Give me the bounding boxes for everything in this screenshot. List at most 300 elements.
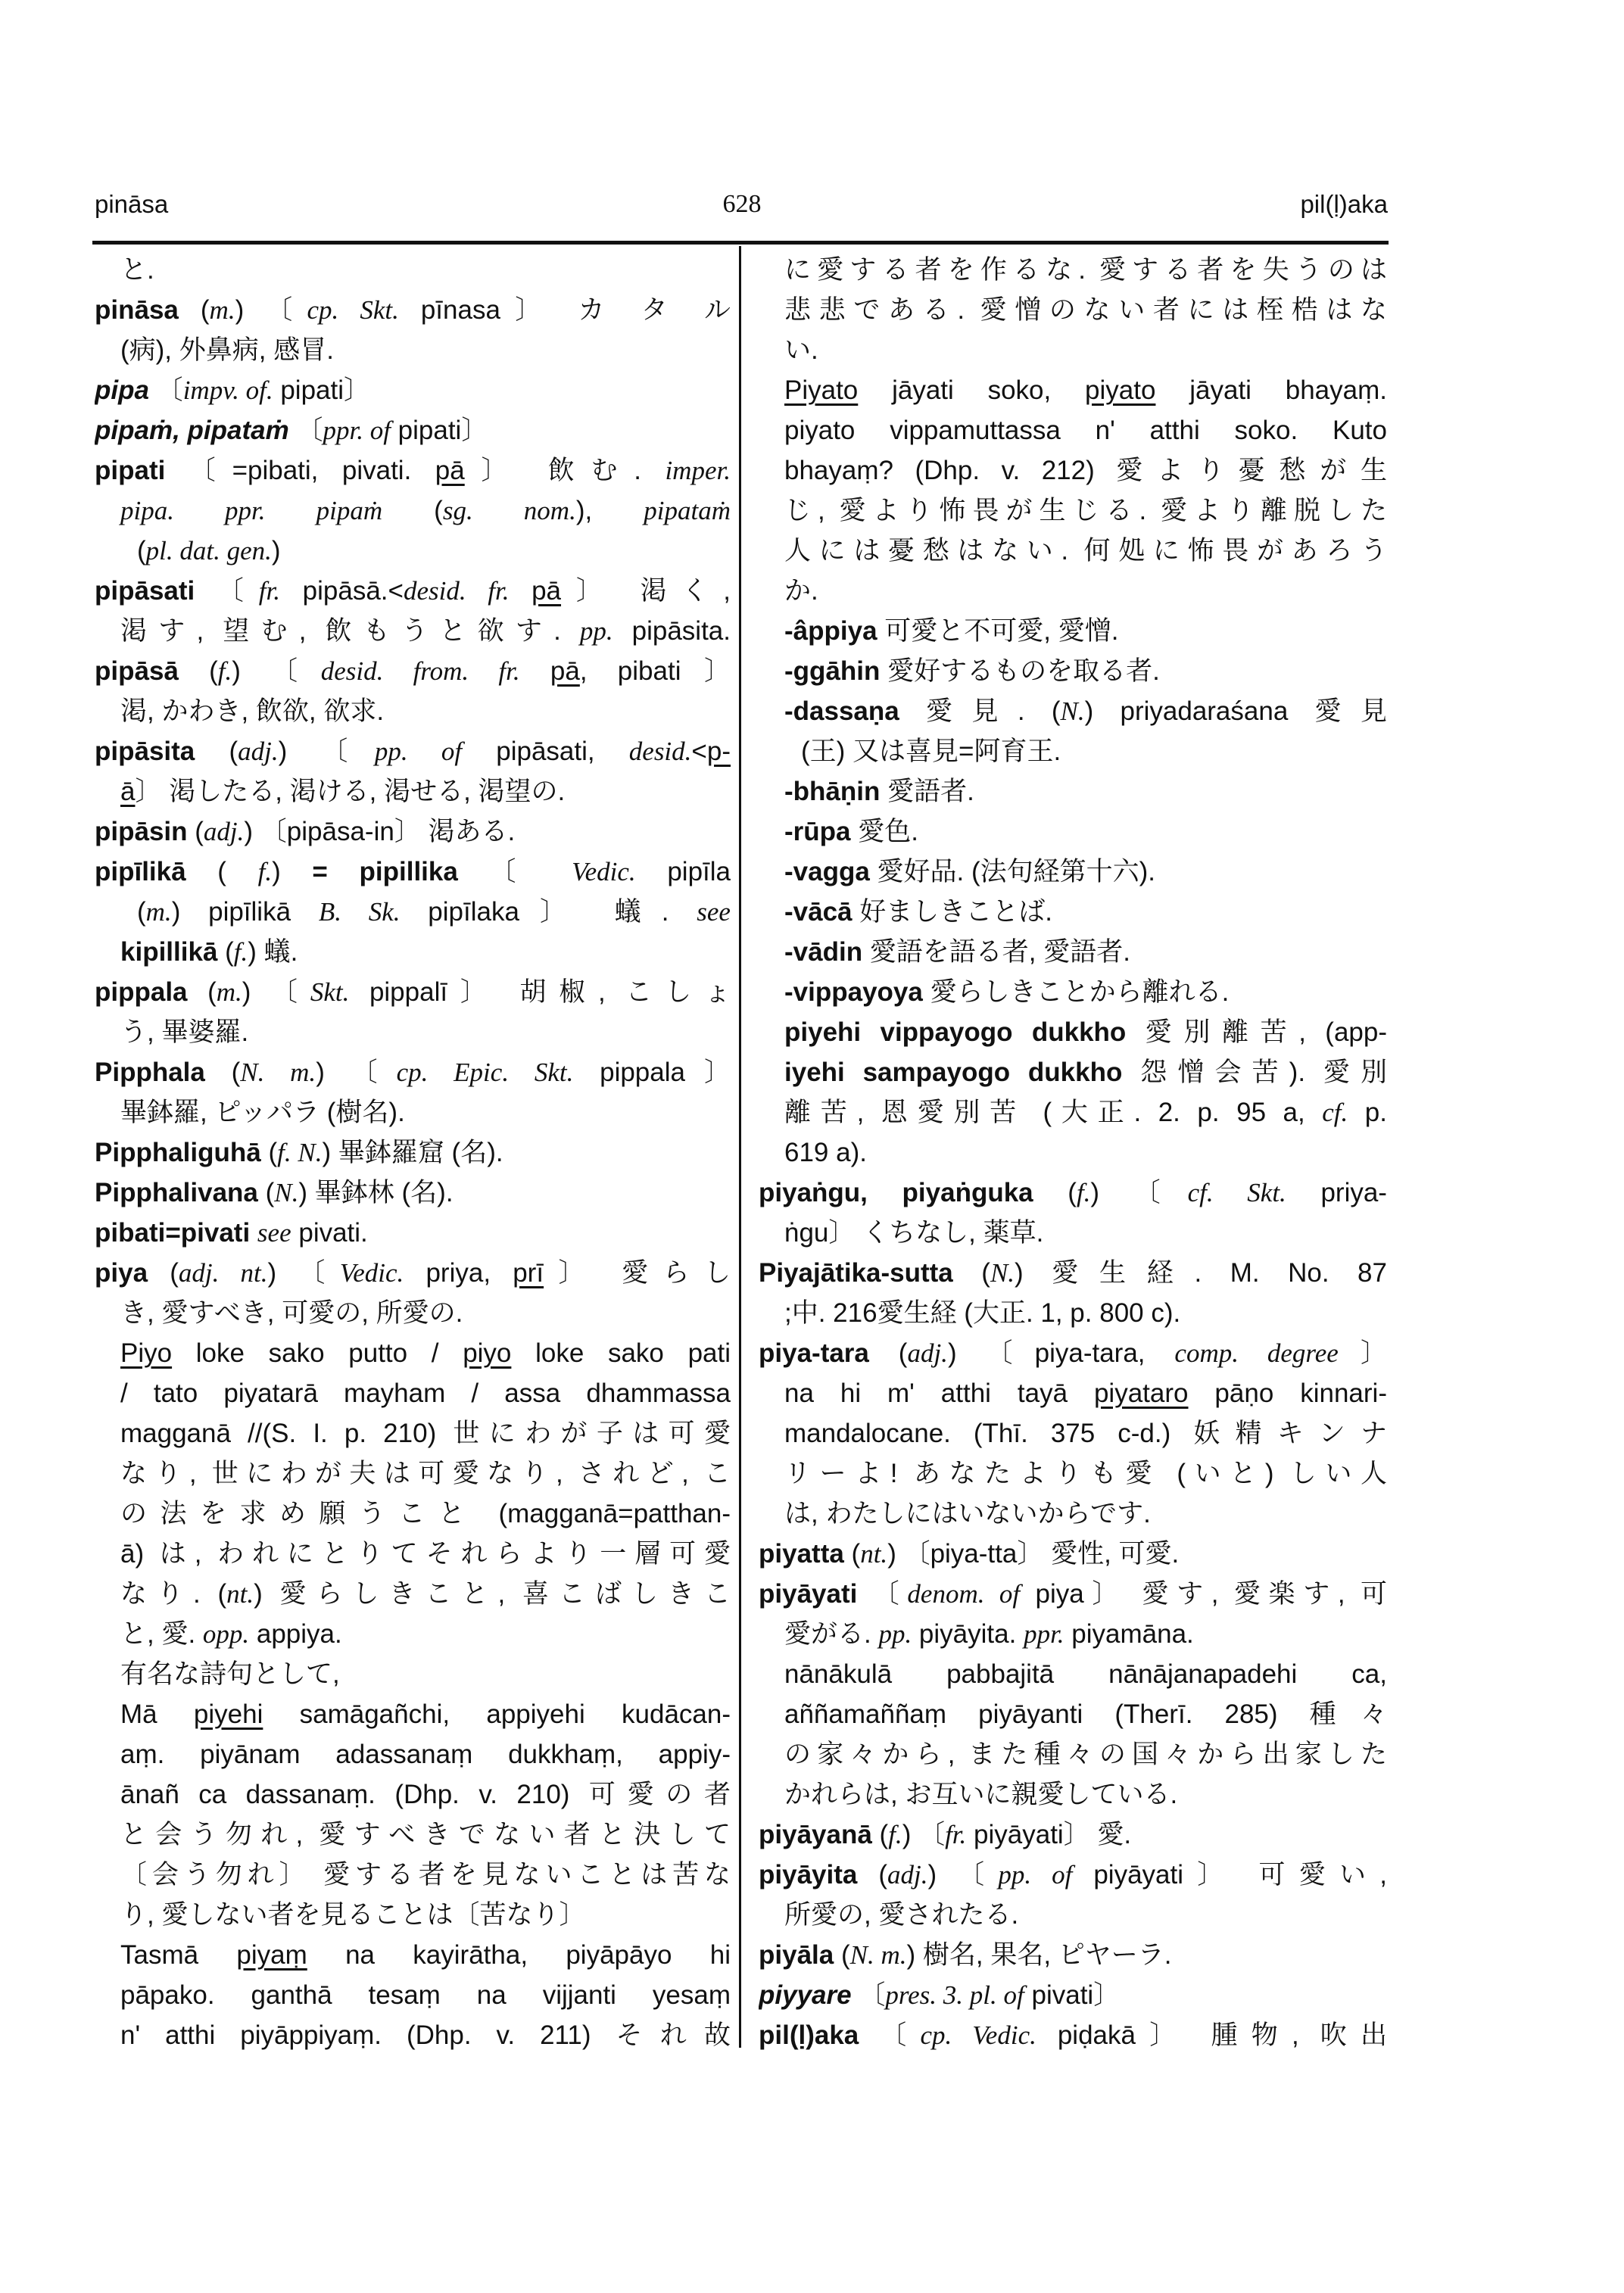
entry-text: cp. Epic. Skt. — [396, 1058, 574, 1087]
headword-text: Piyajātika-sutta — [759, 1258, 953, 1288]
entry-text: (病), 外鼻病, 感冒. — [120, 335, 334, 365]
entry-text: ānañ ca dassanaṃ. (Dhp. v. 210) 可愛の者 — [120, 1780, 731, 1809]
dictionary-line — [759, 1895, 1387, 1935]
dictionary-line — [759, 1935, 1387, 1975]
entry-text: pp. of — [998, 1860, 1073, 1890]
dictionary-line — [95, 1975, 731, 2015]
entry-text: 〔 — [851, 1980, 886, 2010]
dictionary-line — [95, 290, 731, 330]
entry-text: ) 〔 — [902, 1820, 946, 1849]
entry-text: ( — [217, 937, 234, 967]
dictionary-line — [95, 1413, 731, 1453]
entry-text: cf. — [1322, 1098, 1348, 1127]
dictionary-line — [759, 731, 1387, 771]
page-number: 628 — [722, 190, 762, 218]
entry-text: ( — [260, 1138, 278, 1167]
entry-text: 愛らしきことから離れる. — [922, 977, 1230, 1007]
dictionary-line — [759, 410, 1387, 450]
entry-text: f. N. — [277, 1138, 323, 1167]
headword-text: piyāla — [759, 1940, 834, 1970]
entry-text: sg. nom. — [442, 496, 576, 525]
entry-text: 離苦, 恩愛別苦 (大正. 2. p. 95 a, — [784, 1098, 1323, 1127]
entry-text: ;中. 216愛生経 (大正. 1, p. 800 c). — [784, 1298, 1181, 1328]
headword-text: iyehi sampayogo dukkho — [784, 1058, 1123, 1087]
entry-text: loke sako putto / — [172, 1338, 463, 1368]
dictionary-line — [95, 1373, 731, 1413]
dictionary-line — [95, 1293, 731, 1333]
entry-text: ), — [575, 496, 644, 525]
entry-text: ) 〔 — [1090, 1178, 1188, 1207]
entry-text: pivati. — [291, 1218, 368, 1248]
right-column — [759, 250, 1387, 2055]
dictionary-line — [759, 1132, 1387, 1173]
entry-text: の家々から, また種々の国々から出家した — [784, 1740, 1387, 1769]
entry-text: comp. degree — [1174, 1338, 1339, 1368]
entry-text: cf. Skt. — [1187, 1178, 1286, 1207]
entry-text: 愛がる. — [784, 1619, 879, 1649]
column-divider — [739, 246, 741, 2048]
entry-text: ( — [834, 1940, 850, 1970]
dictionary-line — [759, 1534, 1387, 1574]
underlined-text: Piyo — [120, 1338, 173, 1368]
entry-text: pipati〕 — [273, 375, 371, 405]
entry-text: ( — [178, 295, 210, 325]
entry-text: m. — [209, 295, 235, 325]
headword-text: -vagga — [784, 857, 870, 886]
entry-text: cp. Vedic. — [920, 2020, 1036, 2050]
dictionary-line — [95, 1494, 731, 1534]
headword-text: piyāyita — [759, 1860, 858, 1890]
entry-text: 所愛の, 愛されたる. — [784, 1900, 1019, 1930]
entry-text: ) 愛生経. M. No. 87 — [1015, 1258, 1387, 1288]
entry-text: adj. — [887, 1860, 928, 1890]
entry-text: appiya. — [249, 1619, 342, 1649]
headword-text: piya — [95, 1258, 148, 1288]
entry-text: と会う勿れ, 愛すべきでない者と決して — [120, 1820, 731, 1849]
entry-text: Vedic. — [339, 1258, 404, 1288]
entry-text: mandalocane. (Thī. 375 c-d.) 妖精キンナ — [784, 1419, 1387, 1448]
dictionary-line — [759, 812, 1387, 852]
entry-text: pippalī〕 胡椒, こしょ — [349, 977, 731, 1007]
entry-text: f. — [1076, 1178, 1091, 1207]
headword-text: piyāyati — [759, 1579, 858, 1609]
entry-text: 〔 — [457, 857, 572, 886]
dictionary-line — [95, 1132, 731, 1173]
entry-text: aṃ. piyānam adassanaṃ dukkhaṃ, appiy- — [120, 1740, 731, 1769]
headword-text: pil(ḷ)aka — [759, 2020, 859, 2050]
left-column — [95, 250, 731, 2055]
dictionary-line — [95, 1935, 731, 1975]
entry-text: ( — [204, 1058, 241, 1087]
headword-text: piyaṅgu, piyaṅguka — [759, 1178, 1033, 1207]
entry-text: , pibati〕 — [579, 656, 731, 686]
entry-text: 渇, かわき, 飲欲, 欲求. — [120, 696, 385, 726]
dictionary-line — [95, 812, 731, 852]
entry-text: 〔=pibati, pivati. — [165, 456, 435, 485]
dictionary-line — [759, 1815, 1387, 1855]
entry-text: pīnasa〕 カ タ ル — [398, 295, 731, 325]
entry-text: f. — [888, 1820, 902, 1849]
dictionary-line — [95, 1253, 731, 1293]
entry-text: jāyati bhayaṃ. — [1155, 375, 1387, 405]
entry-text: ( — [148, 1258, 179, 1288]
entry-text: に愛する者を作るな. 愛する者を失うのは — [784, 255, 1387, 285]
entry-text: adj. — [907, 1338, 948, 1368]
entry-text: り, 愛しない者を見ることは〔苦なり〕 — [120, 1900, 586, 1930]
entry-text: (王) 又は喜見=阿育王. — [801, 737, 1061, 766]
headword-text: kipillikā — [120, 937, 218, 967]
entry-text: ppr. — [1024, 1619, 1064, 1649]
headword-text: -vādin — [784, 937, 863, 967]
entry-text: 〔 — [857, 1579, 908, 1609]
dictionary-line — [759, 1012, 1387, 1052]
entry-text: 〔 — [288, 416, 323, 445]
entry-text: ) 〔 — [267, 1258, 340, 1288]
entry-text: ) 〔piya-tara, — [947, 1338, 1175, 1368]
dictionary-line — [759, 450, 1387, 491]
headword-text: pibati=pivati — [95, 1218, 251, 1248]
entry-text: ) 〔 — [235, 295, 307, 325]
dictionary-line — [759, 491, 1387, 531]
entry-text: N. — [274, 1178, 299, 1207]
entry-text: B. Sk. — [318, 897, 401, 927]
headword-text: -âppiya — [784, 616, 877, 646]
entry-text: Vedic. — [572, 857, 636, 886]
entry-text: N. — [1060, 696, 1085, 726]
entry-text: pipa. ppr. pipaṁ — [120, 496, 383, 525]
dictionary-line — [759, 932, 1387, 972]
dictionary-line — [95, 370, 731, 410]
headword-text: -bhāṇin — [784, 777, 881, 806]
entry-text: N. m. — [849, 1940, 907, 1970]
entry-text: jāyati soko, — [858, 375, 1086, 405]
dictionary-line — [759, 1975, 1387, 2015]
dictionary-line — [95, 1012, 731, 1052]
header-rule — [92, 241, 1389, 245]
dictionary-line — [759, 771, 1387, 812]
entry-text: see — [257, 1218, 291, 1248]
entry-text: f. — [217, 656, 232, 686]
headword-text: pipāsati — [95, 576, 195, 606]
underlined-text: pā — [435, 456, 465, 485]
dictionary-line — [95, 571, 731, 611]
entry-text: bhayaṃ? (Dhp. v. 212) 愛より憂愁が生 — [784, 456, 1387, 485]
entry-text: pipīla — [635, 857, 731, 886]
dictionary-line — [759, 290, 1387, 330]
entry-text — [509, 576, 531, 606]
headword-text: Pipphaliguhā — [95, 1138, 261, 1167]
entry-text: m. — [216, 977, 242, 1007]
entry-text: ) 畢鉢羅窟 (名). — [322, 1138, 503, 1167]
entry-text: nānākulā pabbajitā nānājanapadehi ca, — [784, 1659, 1387, 1689]
entry-text: p. — [1348, 1098, 1387, 1127]
dictionary-line — [95, 450, 731, 491]
entry-text: desid. — [628, 737, 692, 766]
dictionary-line — [759, 1413, 1387, 1453]
dictionary-line — [759, 611, 1387, 651]
dictionary-line — [759, 1213, 1387, 1253]
entry-text: 愛好するものを取る者. — [880, 656, 1160, 686]
headword-text: -rūpa — [784, 817, 851, 846]
entry-text: じ, 愛より怖畏が生じる. 愛より離脱した — [784, 496, 1387, 525]
entry-text: と. — [120, 255, 154, 285]
entry-text: priya, — [404, 1258, 513, 1288]
entry-text: 愛別離苦, (app- — [1126, 1017, 1387, 1047]
entry-text: 愛見. ( — [899, 696, 1061, 726]
entry-text: ( — [187, 977, 217, 1007]
entry-text: ( — [137, 536, 146, 565]
entry-text: pp. — [878, 1619, 912, 1649]
entry-text: 怨憎会苦). 愛別 — [1122, 1058, 1387, 1087]
entry-text: 好ましきことば. — [852, 897, 1052, 927]
dictionary-line — [95, 771, 731, 812]
entry-text: なり. ( — [120, 1579, 227, 1609]
dictionary-line — [95, 1052, 731, 1092]
dictionary-line — [95, 1815, 731, 1855]
entry-text: ( — [868, 1338, 908, 1368]
entry-text: ( — [185, 857, 258, 886]
entry-text: aññamaññaṃ piyāyanti (Therī. 285) 種々 — [784, 1699, 1387, 1729]
entry-text: piyāyita. — [912, 1619, 1024, 1649]
dictionary-line — [759, 1855, 1387, 1895]
entry-text: na kayirātha, piyāpāyo hi — [307, 1940, 731, 1970]
entry-text: ) 〔 — [278, 737, 375, 766]
dictionary-line — [95, 531, 731, 571]
entry-text: ) 〔 — [242, 977, 310, 1007]
entry-text: pres. 3. pl. of — [885, 1980, 1024, 2010]
entry-text: う, 畢婆羅. — [120, 1017, 249, 1047]
dictionary-line — [759, 531, 1387, 571]
entry-text: pp. — [579, 616, 613, 646]
dictionary-line — [759, 330, 1387, 370]
dictionary-line — [95, 1213, 731, 1253]
headword-text: -ggāhin — [784, 656, 881, 686]
dictionary-line — [759, 1333, 1387, 1373]
entry-text: N. m. — [240, 1058, 316, 1087]
headword-text: Pipphalivana — [95, 1178, 258, 1207]
dictionary-line — [759, 1453, 1387, 1494]
headword-text: pipīlikā — [95, 857, 186, 886]
entry-text: nt. — [860, 1539, 888, 1569]
entry-text: 〔 — [859, 2020, 921, 2050]
underlined-text: prī — [513, 1258, 544, 1288]
entry-text: ( — [195, 737, 238, 766]
entry-text: ( — [952, 1258, 990, 1288]
underlined-text: piyaṃ — [236, 1940, 307, 1970]
entry-text: ā) は, われにとりてそれらより一層可愛 — [120, 1539, 731, 1569]
entry-text: き, 愛すべき, 可愛の, 所愛の. — [120, 1298, 463, 1328]
dictionary-line — [759, 651, 1387, 691]
entry-text: desid. fr. — [403, 576, 510, 606]
entry-text: pipāsati, — [462, 737, 629, 766]
dictionary-line — [759, 2015, 1387, 2055]
underlined-text: piyato — [1085, 375, 1156, 405]
headword-text: pipāsin — [95, 817, 188, 846]
headword-text: -vācā — [784, 897, 853, 927]
entry-text: na hi m' atthi tayā — [784, 1379, 1094, 1408]
entry-text: piyato vippamuttassa n' atthi soko. Kuto — [784, 416, 1387, 445]
entry-text: か. — [784, 576, 818, 606]
entry-text: pāpako. ganthā tesaṃ na vijjanti yesaṃ — [120, 1980, 731, 2010]
dictionary-line — [759, 250, 1387, 290]
entry-text: ( — [857, 1860, 887, 1890]
dictionary-line — [95, 491, 731, 531]
dictionary-line — [95, 410, 731, 450]
entry-text: ) — [272, 857, 313, 886]
entry-text: 〔会う勿れ〕 愛する者を見ないことは苦な — [120, 1860, 731, 1890]
entry-text: 悲悲である. 愛憎のない者には桎梏はな — [784, 295, 1387, 325]
entry-text: pivati〕 — [1024, 1980, 1121, 2010]
dictionary-line — [759, 1373, 1387, 1413]
entry-text: pipāsita. — [613, 616, 731, 646]
dictionary-line — [759, 892, 1387, 932]
entry-text: ( — [137, 897, 146, 927]
entry-text: 愛好品. (法句経第十六). — [869, 857, 1156, 886]
entry-text: pipīlaka〕 蟻. — [400, 897, 697, 927]
entry-text: Mā — [120, 1699, 194, 1729]
underlined-text: ā — [120, 777, 136, 806]
entry-text: ( — [187, 817, 204, 846]
dictionary-line — [95, 1574, 731, 1614]
entry-text: 愛語を語る者, 愛語者. — [862, 937, 1130, 967]
entry-text: samāgañchi, appiyehi kudācan- — [263, 1699, 731, 1729]
dictionary-line — [95, 2015, 731, 2055]
headword-text: -vippayoya — [784, 977, 923, 1007]
dictionary-line — [759, 1774, 1387, 1815]
entry-text: 〔 — [148, 375, 183, 405]
dictionary-line — [95, 330, 731, 370]
entry-text: ) — [271, 536, 281, 565]
entry-text: denom. of — [907, 1579, 1021, 1609]
entry-text: fr. — [258, 576, 281, 606]
entry-text: fr. — [945, 1820, 967, 1849]
entry-text: f. — [233, 937, 248, 967]
entry-text: imper. — [665, 456, 731, 485]
entry-text: ( — [382, 496, 443, 525]
dictionary-line — [759, 1574, 1387, 1614]
entry-text: ) 蟻. — [248, 937, 298, 967]
entry-text: ) 〔 — [232, 656, 321, 686]
dictionary-line — [759, 1654, 1387, 1694]
entry-text: magganā //(S. I. p. 210) 世にわが子は可愛 — [120, 1419, 731, 1448]
entry-text: < — [691, 737, 707, 766]
entry-text: ppr. of — [323, 416, 391, 445]
headword-text: pināsa — [95, 295, 179, 325]
entry-text: ) 愛らしきこと, 喜こばしきこ — [254, 1579, 731, 1609]
entry-text: cp. Skt. — [307, 295, 399, 325]
entry-text: Skt. — [310, 977, 350, 1007]
dictionary-line — [759, 1092, 1387, 1132]
dictionary-line — [759, 571, 1387, 611]
entry-text: m. — [145, 897, 172, 927]
dictionary-line — [759, 972, 1387, 1012]
underlined-text: piyo — [463, 1338, 512, 1368]
headword-text: piyehi vippayogo dukkho — [784, 1017, 1127, 1047]
headword-text: pippala — [95, 977, 188, 1007]
headword-text: pipa — [95, 375, 149, 405]
dictionary-line — [95, 1855, 731, 1895]
dictionary-line — [95, 852, 731, 892]
entry-text: 〕 愛らし — [544, 1258, 731, 1288]
dictionary-line — [95, 932, 731, 972]
entry-text: ) 〔 — [316, 1058, 397, 1087]
entry-text: 愛色. — [850, 817, 918, 846]
entry-text: リーよ! あなたよりも愛 (いと) しい人 — [784, 1459, 1387, 1488]
dictionary-line — [95, 1173, 731, 1213]
dictionary-line — [95, 611, 731, 651]
headword-text: pipāsita — [95, 737, 195, 766]
dictionary-line — [95, 1694, 731, 1734]
dictionary-line — [759, 1694, 1387, 1734]
dictionary-line — [95, 972, 731, 1012]
entry-text: / tato piyatarā mayham / assa dhammassa — [120, 1379, 731, 1408]
dictionary-line — [759, 1494, 1387, 1534]
entry-text: 渇す, 望む, 飲もうと欲す. — [120, 616, 580, 646]
headword-text: = pipillika — [312, 857, 458, 886]
entry-text: pipāsā.< — [280, 576, 404, 606]
entry-text: pp. of — [374, 737, 463, 766]
underlined-text: p- — [706, 737, 731, 766]
entry-text: nt. — [226, 1579, 254, 1609]
entry-text: 有名な詩句として, — [120, 1659, 340, 1689]
entry-text: ) 〔pipāsa-in〕 渇ある. — [244, 817, 516, 846]
dictionary-line — [759, 1734, 1387, 1774]
entry-text: ) 〔 — [927, 1860, 999, 1890]
entry-text: desid. from. fr. — [320, 656, 520, 686]
entry-text: n' atthi piyāppiyaṃ. (Dhp. v. 211) それ故 — [120, 2020, 731, 2050]
entry-text: ( — [871, 1820, 889, 1849]
dictionary-line — [95, 250, 731, 290]
entry-text: pl. dat. gen. — [145, 536, 272, 565]
entry-text: い. — [784, 335, 818, 365]
entry-text: Tasmā — [120, 1940, 237, 1970]
dictionary-line — [95, 1895, 731, 1935]
entry-text: ( — [843, 1539, 861, 1569]
entry-text: piyamāna. — [1064, 1619, 1194, 1649]
entry-text: 人には憂愁はない. 何処に怖畏があろう — [784, 536, 1387, 565]
entry-text: piyāyati〕 可愛い, — [1072, 1860, 1387, 1890]
entry-text: adj. nt. — [178, 1258, 268, 1288]
underlined-text: piyataro — [1093, 1379, 1189, 1408]
entry-text: 〕 — [1338, 1338, 1387, 1368]
entry-text: opp. — [202, 1619, 250, 1649]
headword-text: piyāyanā — [759, 1820, 872, 1849]
dictionary-line — [95, 691, 731, 731]
dictionary-line — [759, 1253, 1387, 1293]
entry-text: pippala〕 — [573, 1058, 731, 1087]
dictionary-line — [759, 852, 1387, 892]
entry-text: piḍakā〕 腫物, 吹出 — [1036, 2020, 1387, 2050]
entry-text: の法を求め願うこと (magganā=patthan- — [120, 1499, 731, 1528]
entry-text: pāṇo kinnari- — [1188, 1379, 1387, 1408]
entry-text: 愛語者. — [880, 777, 974, 806]
dictionary-line — [759, 691, 1387, 731]
entry-text: 可愛と不可愛, 愛憎. — [877, 616, 1119, 646]
entry-text: pipati〕 — [390, 416, 488, 445]
dictionary-line — [759, 1052, 1387, 1092]
entry-text: かれらは, お互いに親愛している. — [784, 1780, 1178, 1809]
entry-text: ( — [257, 1178, 275, 1207]
underlined-text: pā — [550, 656, 580, 686]
dictionary-line — [759, 1293, 1387, 1333]
entry-text: pipataṁ — [644, 496, 731, 525]
dictionary-line — [95, 1092, 731, 1132]
entry-text: ( — [1033, 1178, 1077, 1207]
entry-text: と, 愛. — [120, 1619, 203, 1649]
entry-text: 〕 渇く, — [561, 576, 731, 606]
dictionary-line — [95, 1534, 731, 1574]
dictionary-line — [95, 731, 731, 771]
